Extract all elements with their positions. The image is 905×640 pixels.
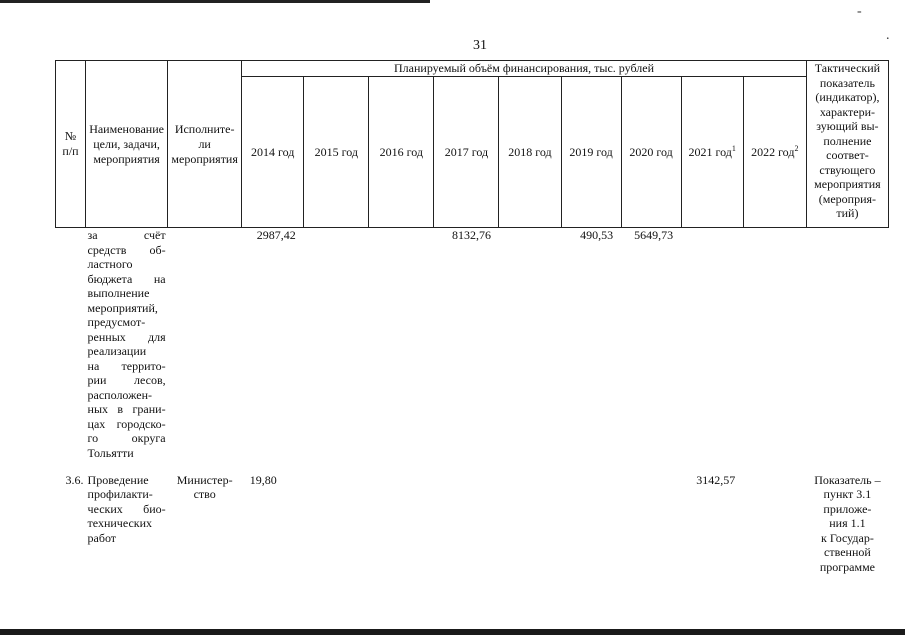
side-mark: . [886, 28, 890, 43]
row-name-line: мероприятий, [87, 300, 158, 315]
financing-value: 19,80 [249, 472, 277, 487]
footnote-marker: 2 [794, 144, 799, 153]
row-name-line: ных в грани- [87, 402, 166, 416]
financing-value [499, 228, 561, 473]
header-year-label: 2019 год [569, 144, 613, 159]
row-tactical-line: ния 1.1 [829, 516, 866, 530]
header-num: № п/п [56, 61, 86, 228]
financing-value: 5649,73 [634, 228, 674, 242]
header-year-label: 2018 год [508, 144, 552, 159]
financing-value [369, 228, 434, 473]
top-rule [0, 0, 430, 3]
financing-value [304, 473, 369, 583]
row-tactical-line: к Государ- [820, 530, 874, 545]
header-year-label: 2021 год [688, 145, 732, 159]
row-tactical-indicator [806, 228, 888, 473]
row-executor [168, 473, 242, 583]
financing-value [621, 473, 681, 583]
row-number [56, 228, 86, 473]
header-year [499, 77, 561, 228]
header-tactical-line: зующий вы- [816, 119, 879, 133]
row-name-line: технических [87, 516, 153, 530]
row-name-line: бюджета на [87, 271, 166, 286]
row-name-line: цах городско- [87, 416, 166, 431]
row-name [86, 473, 168, 583]
header-tactical-line: (индикатор), [815, 90, 880, 104]
header-year-label: 2015 год [314, 144, 358, 159]
row-name-line: ческих био- [87, 501, 166, 516]
row-name-line: профилакти- [87, 487, 153, 501]
financing-value [561, 473, 621, 583]
row-tactical-line: ственной [824, 545, 871, 559]
row-executor-line: Министер- [176, 472, 233, 487]
financing-table [55, 60, 889, 583]
row-name-line: средств об- [87, 242, 166, 257]
financing-value: 490,53 [580, 228, 614, 242]
header-year [561, 77, 621, 228]
header-tactical-line: характери- [819, 104, 875, 119]
header-year [304, 77, 369, 228]
financing-value [681, 228, 743, 473]
row-name-line: расположен- [87, 387, 153, 402]
row-name-line: го округа [87, 431, 166, 445]
header-tactical-indicator [806, 61, 888, 228]
row-tactical-line: программе [819, 559, 875, 574]
header-year-label: 2016 год [379, 144, 424, 159]
row-name-line: Тольятти [87, 445, 134, 460]
header-tactical-line: Тактический [814, 61, 881, 75]
row-name-line: реализации [87, 344, 147, 358]
header-tactical-line: (мероприя- [818, 191, 877, 206]
row-name-line: предусмот- [87, 315, 146, 329]
header-tactical-line: соответ- [826, 148, 869, 162]
header-name: Наименование цели, задачи, мероприятия [86, 61, 168, 228]
row-name-line: рии лесов, [87, 373, 166, 387]
header-year [434, 77, 499, 228]
header-tactical-line: показатель [819, 75, 875, 90]
header-year [369, 77, 434, 228]
row-name-line: ренных для [87, 329, 166, 344]
header-year-label: 2017 год [444, 144, 489, 159]
header-year-label: 2014 год [251, 144, 295, 159]
row-tactical-indicator [806, 473, 888, 583]
header-tactical-line: тий) [836, 206, 859, 220]
row-tactical-line: пункт 3.1 [823, 487, 872, 501]
financing-value [743, 473, 806, 583]
financing-value [499, 473, 561, 583]
row-name [86, 228, 168, 473]
financing-value: 8132,76 [451, 228, 491, 242]
header-planned-financing: Планируемый объём финансирования, тыс. рублей [242, 61, 807, 77]
header-tactical-line: ствующего [819, 162, 876, 177]
row-number: 3.6. [65, 472, 84, 487]
row-tactical-line: приложе- [823, 501, 872, 516]
header-year-label: 2020 год [629, 144, 673, 159]
header-year [621, 77, 681, 228]
header-year [242, 77, 304, 228]
row-name-line: на террито- [87, 358, 166, 373]
row-executor-line: ство [193, 487, 216, 501]
row-name-line: Проведение [87, 472, 149, 487]
financing-value: 2987,42 [256, 228, 296, 242]
header-tactical-line: мероприятия [814, 177, 881, 191]
table-row [56, 473, 889, 583]
financing-value [434, 473, 499, 583]
page-number: 31 [473, 38, 487, 53]
financing-value [369, 473, 434, 583]
row-name-line: ластного [87, 257, 133, 271]
corner-mark: - [857, 4, 862, 19]
row-name-line: за счёт [87, 228, 166, 242]
row-tactical-line: Показатель – [814, 472, 881, 487]
header-year [743, 77, 806, 228]
financing-value [743, 228, 806, 473]
row-name-line: работ [87, 530, 117, 545]
header-tactical-line: полнение [823, 133, 872, 148]
header-year [681, 77, 743, 228]
row-name-line: выполнение [87, 286, 150, 300]
row-executor [168, 228, 242, 473]
table-row [56, 228, 889, 473]
bottom-rule [0, 629, 905, 635]
header-year-label: 2022 год [751, 145, 795, 159]
financing-value: 3142,57 [696, 472, 736, 487]
header-executor: Исполните-ли мероприятия [168, 61, 242, 228]
financing-value [304, 228, 369, 473]
footnote-marker: 1 [731, 144, 736, 153]
